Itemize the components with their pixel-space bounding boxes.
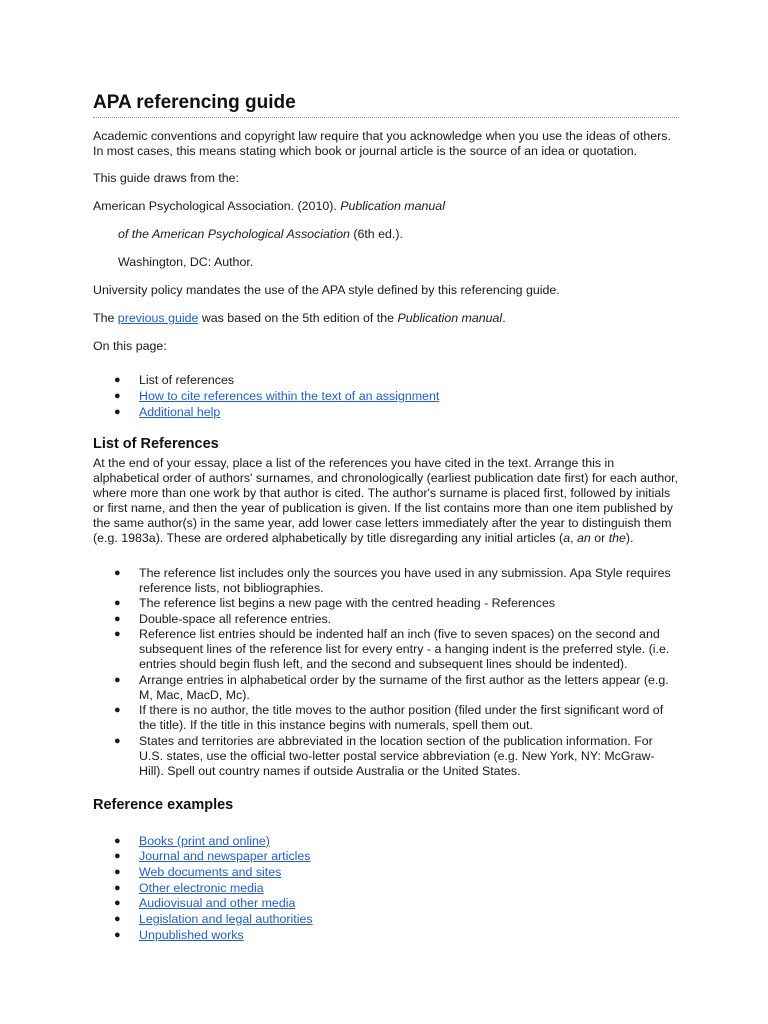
- list-of-references-heading: List of References: [93, 435, 219, 452]
- example-link-unpublished[interactable]: Unpublished works: [139, 927, 244, 942]
- previous-manual-title: Publication manual: [397, 311, 503, 325]
- bullet-icon: ●: [114, 374, 121, 386]
- page-link-additional-help[interactable]: Additional help: [139, 404, 221, 419]
- list-of-references-paragraph: [93, 456, 679, 546]
- bullet-icon: ●: [114, 881, 121, 894]
- list-item: [93, 912, 679, 927]
- bullet-icon: ●: [114, 865, 121, 878]
- example-link-books[interactable]: Books (print and online): [139, 833, 270, 848]
- page-link-how-to-cite[interactable]: How to cite references within the text of an assignment: [139, 388, 440, 403]
- rule-text: Double-space all reference entries.: [139, 611, 332, 626]
- list-item: [93, 896, 679, 911]
- previous-guide-paragraph: [93, 311, 679, 326]
- reference-examples-heading: Reference examples: [93, 796, 234, 813]
- bullet-icon: ●: [114, 850, 121, 863]
- example-link-electronic-media[interactable]: Other electronic media: [139, 880, 264, 895]
- citation-title-part-1: Publication manual: [340, 199, 445, 213]
- rule-text: The reference list includes only the sources you have used in any submission. Apa Style requires reference lists, not bibliographies.: [139, 565, 671, 595]
- reference-rules-list: [93, 566, 679, 779]
- article-sep-2: or: [590, 530, 609, 545]
- list-item: [93, 373, 679, 388]
- list-item: [93, 566, 679, 596]
- bullet-icon: ●: [114, 704, 121, 717]
- citation-line-3: Washington, DC: Author.: [118, 255, 254, 269]
- policy-paragraph: University policy mandates the use of the APA style defined by this referencing guide.: [93, 283, 560, 297]
- list-item: [93, 734, 679, 779]
- example-link-web[interactable]: Web documents and sites: [139, 864, 282, 879]
- draws-from-paragraph: This guide draws from the:: [93, 171, 239, 185]
- bullet-icon: ●: [114, 566, 121, 579]
- bullet-icon: ●: [114, 405, 121, 418]
- bullet-icon: ●: [114, 628, 121, 641]
- list-item: [93, 849, 679, 864]
- example-link-audiovisual[interactable]: Audiovisual and other media: [139, 896, 296, 911]
- list-item: [93, 673, 679, 703]
- reference-examples-list: [93, 834, 679, 943]
- bullet-icon: ●: [114, 928, 121, 941]
- document-page: [93, 92, 679, 943]
- list-item: [93, 596, 679, 611]
- list-item: [93, 627, 679, 672]
- list-item: [93, 703, 679, 733]
- article-the: the: [608, 530, 626, 545]
- bullet-icon: ●: [114, 597, 121, 610]
- list-item: [93, 612, 679, 627]
- previous-suffix: .: [502, 311, 506, 325]
- bullet-icon: ●: [114, 612, 121, 625]
- previous-prefix: The: [93, 311, 118, 325]
- list-item: [93, 834, 679, 849]
- rule-text: Reference list entries should be indented half an inch (five to seven spaces) on the second and subsequent lines of the reference list for every entry - a hanging indent is the preferred style. (i.e. entries should begin flush left, and the second and subsequent lines should be indented).: [139, 627, 670, 672]
- citation-edition: (6th ed.).: [349, 227, 403, 241]
- bullet-icon: ●: [114, 834, 121, 847]
- rule-text: Arrange entries in alphabetical order by the surname of the first author as the letters appear (e.g. M, Mac, MacD, Mc).: [139, 672, 669, 702]
- bullet-icon: ●: [114, 389, 121, 402]
- bullet-icon: ●: [114, 734, 121, 747]
- rule-text: The reference list begins a new page with the centred heading - References: [139, 596, 556, 611]
- rule-text: States and territories are abbreviated in the location section of the publication information. For U.S. states, use the official two-letter postal service abbreviation (e.g. New York, NY: McGraw-Hill). Spell out country names if outside Australia or the United States.: [139, 733, 655, 778]
- intro-paragraph: Academic conventions and copyright law require that you acknowledge when you use the ideas of others. In most cases, this means stating which book or journal article is the source of an idea or quotation.: [93, 129, 671, 158]
- citation-prefix: American Psychological Association. (2010).: [93, 199, 341, 213]
- article-a: a: [563, 530, 571, 545]
- citation-line-1: [93, 199, 679, 214]
- example-link-journals[interactable]: Journal and newspaper articles: [139, 849, 311, 864]
- citation-line-2: [93, 227, 679, 242]
- bullet-icon: ●: [114, 913, 121, 926]
- list-item: [93, 881, 679, 896]
- previous-guide-link[interactable]: previous guide: [117, 311, 199, 325]
- example-link-legislation[interactable]: Legislation and legal authorities: [139, 912, 313, 927]
- previous-middle: was based on the 5th edition of the: [198, 311, 398, 325]
- list-para-text: At the end of your essay, place a list of the references you have cited in the text. Arrange this in alphabetical order of authors' surnames, and chronologically (earliest publication date first) for each author, where more than one work by that author is cited. The author's surname is placed first, followed by initials or first name, and then the year of publication is given. If the list contains more than one item published by the same author(s) in the same year, add lower case letters immediately after the year to distinguish them (e.g. 1983a). These are ordered alphabetically by title disregarding any initial articles (: [93, 455, 679, 545]
- article-an: an: [576, 530, 591, 545]
- page-contents-list: [93, 373, 679, 420]
- citation-title-part-2: of the American Psychological Association: [118, 227, 350, 241]
- bullet-icon: ●: [114, 897, 121, 910]
- rule-text: If there is no author, the title moves to the author position (filed under the first significant word of the title). If the title in this instance begins with numerals, spell them out.: [139, 703, 664, 733]
- list-item: [93, 405, 679, 420]
- article-sep-1: ,: [570, 530, 577, 545]
- on-this-page-label: On this page:: [93, 339, 167, 353]
- bullet-icon: ●: [114, 673, 121, 686]
- page-link-list-of-references: List of references: [139, 373, 235, 387]
- list-item: [93, 389, 679, 404]
- page-title: APA referencing guide: [93, 92, 679, 118]
- list-para-end: ).: [625, 530, 634, 545]
- list-item: [93, 928, 679, 943]
- list-item: [93, 865, 679, 880]
